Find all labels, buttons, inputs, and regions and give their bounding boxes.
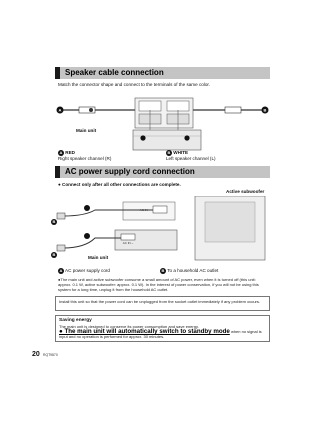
ac-badge-b-bottom-letter: B <box>52 251 56 257</box>
saving-energy-title: Saving energy <box>59 318 92 323</box>
ac-legend-b-desc: To a household AC outlet <box>167 268 219 274</box>
main-unit-power-cord <box>63 238 121 248</box>
ac-legend-b <box>160 268 270 274</box>
active-subwoofer-label: Active subwoofer <box>226 189 265 194</box>
ac-legend-a <box>58 268 162 274</box>
page-number: 20 <box>32 351 40 358</box>
standby-highlight: ● The main unit will automatically switch to standby mode <box>59 328 230 335</box>
saving-energy-box <box>55 315 270 342</box>
speaker-section-heading-text: Speaker cable connection <box>65 68 164 77</box>
main-unit-plug <box>57 245 65 251</box>
ac-power-consumption-note: ●The main unit and active subwoofer consume a small amount of AC power, even when it is turned off (this unit: approx. 0.1 W, active subwoofer: approx. 0.1 W). In the interest of power conservation, if you will not be using this system for a long time, unplug it from the household AC outlet. <box>58 277 259 292</box>
ac-badge-a2-icon <box>84 233 90 239</box>
ac-section-heading <box>55 166 270 178</box>
subwoofer-ac-in-socket <box>153 206 167 213</box>
legend-a-color: RED <box>65 150 75 156</box>
speaker-legend-b <box>166 150 266 162</box>
ac-legend-b-badge: B <box>161 268 165 273</box>
main-unit-ac-in-socket <box>121 234 135 240</box>
ac-badge-b-top-letter: B <box>52 218 56 224</box>
ac-legend-a-badge: A <box>59 268 63 273</box>
left-connector-pin <box>89 108 93 112</box>
legend-b-badge: B <box>167 150 171 155</box>
svg-text:A: A <box>58 107 62 113</box>
speaker-section-heading <box>55 67 270 79</box>
standby-highlight-tail: when no signal is input and no operation is performed for approx. 30 minutes. <box>59 329 262 339</box>
svg-text:B: B <box>263 107 267 113</box>
document-code: RQT9870 <box>43 353 58 357</box>
ac-main-unit-label: Main unit <box>88 255 109 260</box>
ac-badge-b-bottom <box>51 246 57 264</box>
speaker-connection-diagram <box>55 92 270 152</box>
right-cable-connector <box>225 107 241 113</box>
legend-b-desc: Left speaker channel (L) <box>166 156 216 162</box>
svg-text:AC IN ~: AC IN ~ <box>122 241 134 245</box>
ac-badge-b-top <box>51 213 57 231</box>
legend-b-color: WHITE <box>173 150 189 156</box>
ac-badge-a-icon <box>84 205 90 211</box>
ac-bullet-connect-last: ● Connect only after all other connections are complete. <box>58 182 181 187</box>
speaker-instruction: Match the connector shape and connect to the terminals of the same color. <box>58 82 210 87</box>
legend-a-badge: A <box>59 150 63 155</box>
subwoofer-plug <box>57 213 65 219</box>
ac-section-heading-text: AC power supply cord connection <box>65 167 195 176</box>
svg-text:AC IN ~: AC IN ~ <box>139 208 151 212</box>
install-note-box <box>55 296 270 311</box>
speaker-legend-a <box>58 150 158 162</box>
legend-a-desc: Right speaker channel (R) <box>58 156 112 162</box>
badge-b-small-icon <box>184 135 189 140</box>
ac-legend-a-desc: AC power supply cord <box>65 268 110 274</box>
saving-energy-line: The main unit is designed to conserve its power consumption and save energy. <box>59 324 199 329</box>
badge-a-small-icon <box>140 135 145 140</box>
install-note-text: Install this unit so that the power cord can be unplugged from the socket outlet immediately if any problem occurs. <box>59 298 260 304</box>
saving-energy-highlight-line <box>59 329 266 339</box>
speaker-main-unit-label: Main unit <box>76 128 97 133</box>
